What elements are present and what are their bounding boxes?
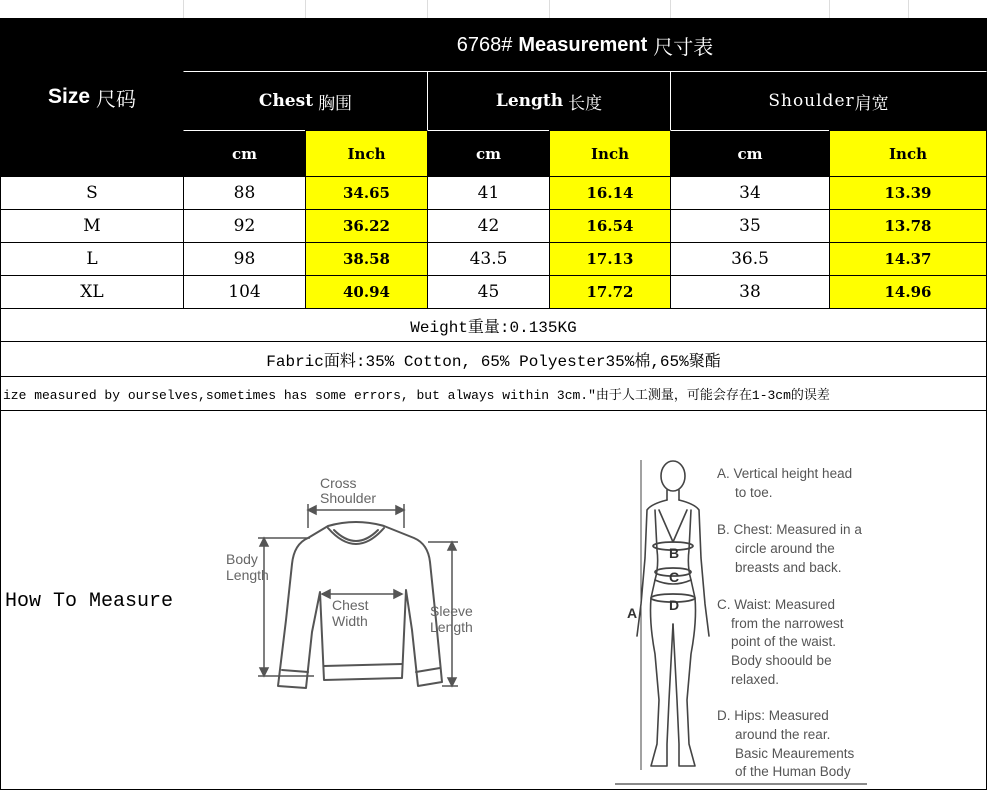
unit-header: Inch [829, 130, 987, 177]
table-cell-inch: 17.13 [549, 242, 671, 276]
sleeve-length-label: Sleeve [430, 603, 473, 619]
size-header: Size 尺码 [0, 18, 184, 176]
table-cell: 88 [183, 176, 306, 210]
grid-line [549, 0, 550, 18]
body-length-label: Body [226, 551, 258, 567]
note-a-line: to toe. [735, 485, 773, 500]
grid-line [670, 0, 671, 18]
chest-width-label: Chest [332, 597, 369, 613]
body-length-label: Length [226, 567, 269, 583]
note-d-line: of the Human Body [735, 764, 851, 779]
group-header-chest: Chest 胸围 [183, 71, 428, 131]
grid-line [183, 0, 184, 18]
unit-header: cm [670, 130, 830, 177]
body-figure-diagram [611, 454, 881, 786]
grid-line [305, 0, 306, 18]
grid-line [427, 0, 428, 18]
sweater-cuff-right [416, 668, 440, 672]
cross-shoulder-arrow [308, 504, 404, 528]
letter-a: A [627, 605, 638, 621]
note-d-line: around the rear. [735, 727, 831, 742]
size-cell: M [0, 209, 184, 243]
letter-d: D [669, 597, 680, 613]
fabric-row: Fabric面料:35% Cotton, 65% Polyester35%棉,65%聚酯 [0, 341, 987, 377]
note-c-line: C. Waist: Measured [717, 597, 836, 612]
note-c-line: Body shoould be [731, 653, 832, 668]
chest-width-label: Width [332, 613, 368, 629]
table-cell-inch: 36.22 [305, 209, 428, 243]
table-cell-inch: 14.96 [829, 275, 987, 309]
group-header-length: Length 长度 [427, 71, 671, 131]
note-a-line: A. Vertical height head [717, 466, 853, 481]
sleeve-length-label: Length [430, 619, 473, 635]
note-c-line: from the narrowest [731, 616, 844, 631]
table-cell: 35 [670, 209, 830, 243]
table-cell: 43.5 [427, 242, 550, 276]
cross-shoulder-label: Shoulder [320, 490, 377, 506]
table-cell: 38 [670, 275, 830, 309]
table-cell-inch: 16.14 [549, 176, 671, 210]
sweater-cuff-left [282, 670, 308, 672]
chart-title: 6768# Measurement 尺寸表 [183, 18, 987, 72]
unit-header: Inch [305, 130, 428, 177]
table-cell: 41 [427, 176, 550, 210]
sweater-diagram [216, 470, 491, 720]
note-c-line: relaxed. [731, 672, 780, 687]
sweater-hem [324, 664, 402, 666]
table-cell: 36.5 [670, 242, 830, 276]
table-cell: 42 [427, 209, 550, 243]
unit-header: cm [183, 130, 306, 177]
grid-line [908, 0, 909, 18]
note-b-line: breasts and back. [735, 560, 842, 575]
table-cell-inch: 40.94 [305, 275, 428, 309]
table-cell: 104 [183, 275, 306, 309]
unit-header: Inch [549, 130, 671, 177]
how-to-measure-label: How To Measure [5, 590, 174, 613]
table-cell: 45 [427, 275, 550, 309]
size-cell: S [0, 176, 184, 210]
table-cell-inch: 13.78 [829, 209, 987, 243]
cross-shoulder-label: Cross [320, 475, 357, 491]
note-d-line: D. Hips: Measured [717, 708, 829, 723]
how-to-measure-section [0, 410, 987, 790]
unit-header: cm [427, 130, 550, 177]
table-cell-inch: 13.39 [829, 176, 987, 210]
group-header-shoulder: Shoulder 肩宽 [670, 71, 987, 131]
size-cell: L [0, 242, 184, 276]
weight-row: Weight重量:0.135KG [0, 308, 987, 342]
table-cell-inch: 14.37 [829, 242, 987, 276]
table-cell: 34 [670, 176, 830, 210]
human-figure-outline [637, 461, 709, 766]
size-cell: XL [0, 275, 184, 309]
grid-line [829, 0, 830, 18]
table-cell: 92 [183, 209, 306, 243]
table-cell: 98 [183, 242, 306, 276]
body-length-arrow [258, 538, 314, 676]
table-cell-inch: 34.65 [305, 176, 428, 210]
table-cell-inch: 16.54 [549, 209, 671, 243]
note-row: ize measured by ourselves,sometimes has some errors, but always within 3cm."由于人工测量，可能会存在1-3cm的误差 [0, 376, 987, 411]
note-c-line: point of the waist. [731, 634, 837, 649]
note-b-line: circle around the [735, 541, 835, 556]
table-cell-inch: 17.72 [549, 275, 671, 309]
note-d-line: Basic Meaurements [735, 746, 855, 761]
letter-b: B [669, 545, 680, 561]
note-b-line: B. Chest: Measured in a [717, 522, 862, 537]
table-cell-inch: 38.58 [305, 242, 428, 276]
letter-c: C [669, 569, 680, 585]
